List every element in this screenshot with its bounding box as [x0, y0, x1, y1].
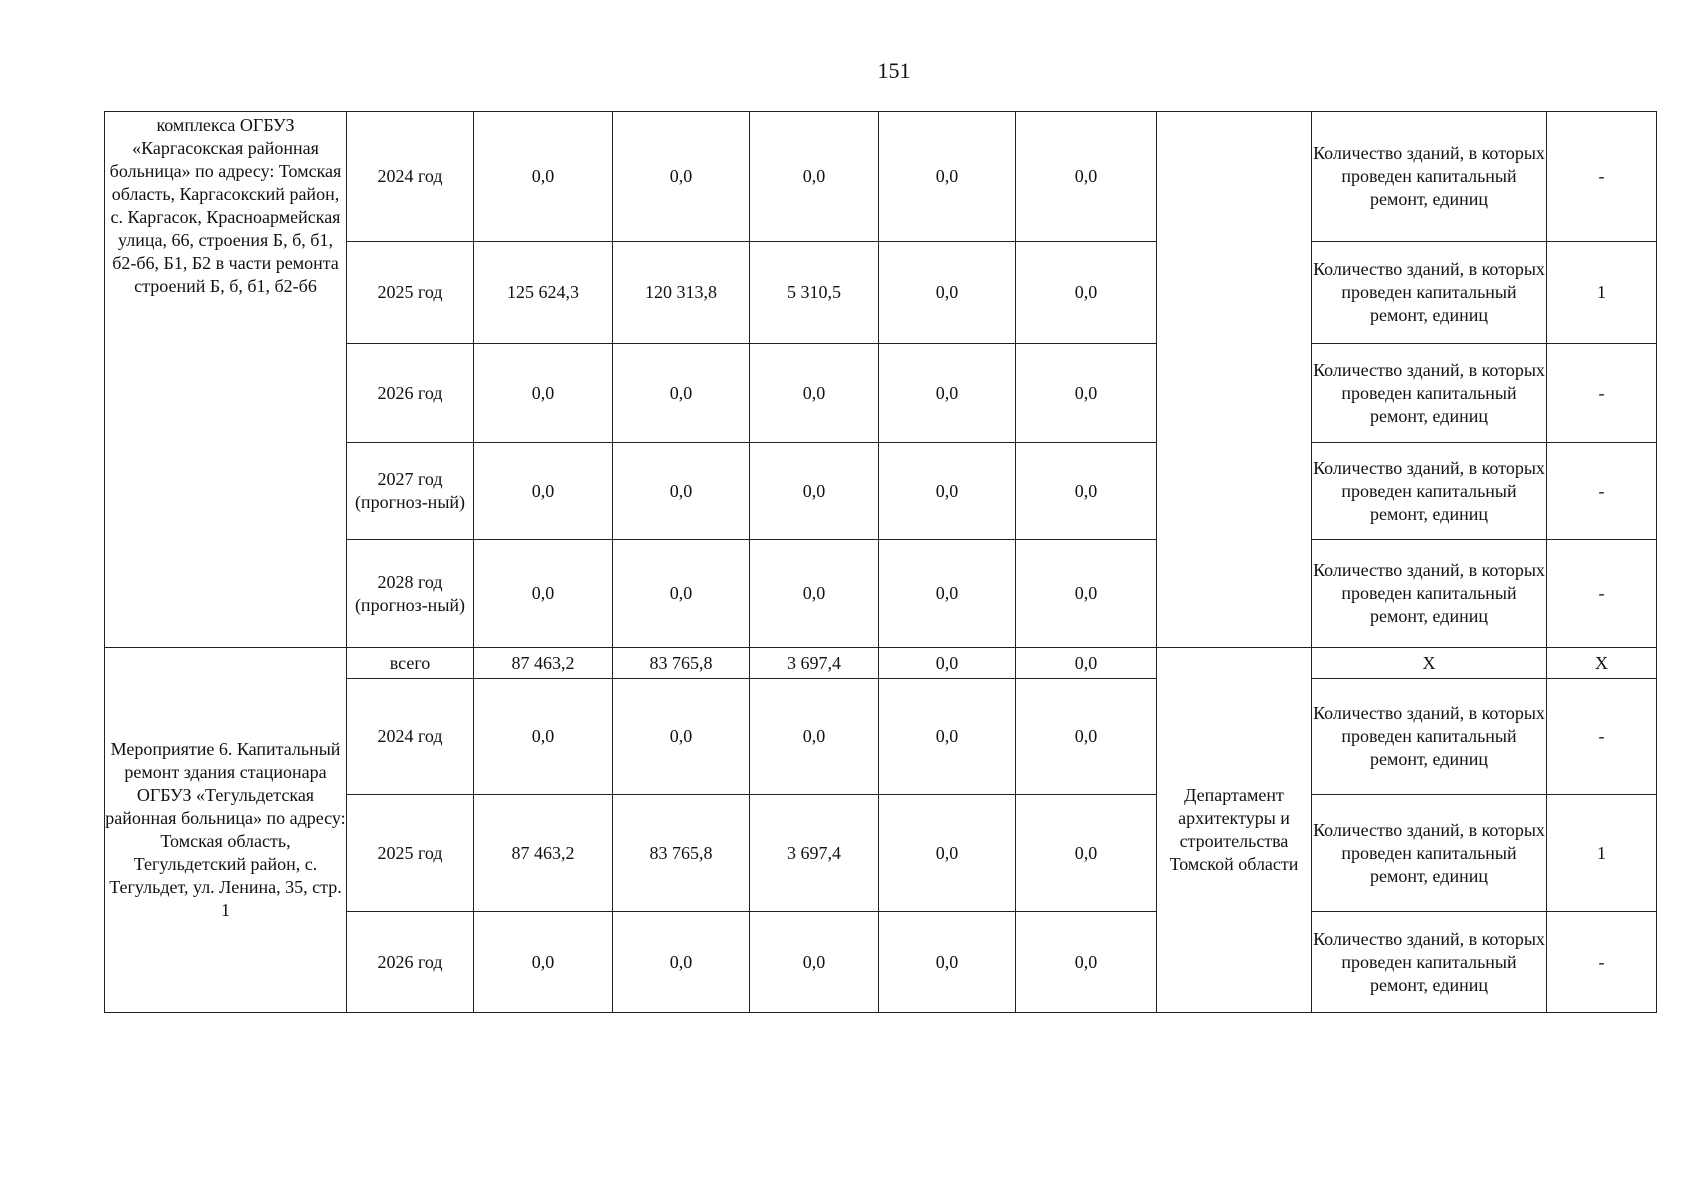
value-cell: 0,0 — [474, 344, 613, 443]
value-cell: 0,0 — [1016, 112, 1157, 242]
table-row — [105, 112, 1657, 242]
indicator-cell: Количество зданий, в которых проведен капитальный ремонт, единиц — [1312, 242, 1547, 344]
year-cell: 2025 год — [347, 795, 474, 912]
indicator-value: 1 — [1547, 795, 1657, 912]
year-cell: 2028 год (прогноз-ный) — [347, 540, 474, 648]
value-cell: 3 697,4 — [750, 648, 879, 679]
year-cell: 2024 год — [347, 679, 474, 795]
year-cell: 2027 год (прогноз-ный) — [347, 443, 474, 540]
indicator-cell: Х — [1312, 648, 1547, 679]
value-cell: 0,0 — [1016, 540, 1157, 648]
value-cell: 0,0 — [1016, 648, 1157, 679]
responsible-dept-empty — [1157, 112, 1312, 648]
value-cell: 0,0 — [613, 679, 750, 795]
indicator-cell: Количество зданий, в которых проведен капитальный ремонт, единиц — [1312, 443, 1547, 540]
object-description: Мероприятие 6. Капитальный ремонт здания стационара ОГБУЗ «Тегульдетская районная больница» по адресу: Томская область, Тегульдетский район, с. Тегульдет, ул. Ленина, 35, стр. 1 — [105, 648, 347, 1013]
value-cell: 0,0 — [1016, 344, 1157, 443]
indicator-value: Х — [1547, 648, 1657, 679]
value-cell: 0,0 — [613, 443, 750, 540]
value-cell: 0,0 — [1016, 679, 1157, 795]
value-cell: 0,0 — [474, 679, 613, 795]
table-row — [105, 648, 1657, 679]
value-cell: 0,0 — [879, 112, 1016, 242]
value-cell: 0,0 — [1016, 795, 1157, 912]
indicator-cell: Количество зданий, в которых проведен капитальный ремонт, единиц — [1312, 912, 1547, 1013]
value-cell: 0,0 — [613, 540, 750, 648]
value-cell: 0,0 — [879, 795, 1016, 912]
value-cell: 0,0 — [750, 679, 879, 795]
value-cell: 0,0 — [613, 912, 750, 1013]
value-cell: 0,0 — [1016, 912, 1157, 1013]
value-cell: 0,0 — [750, 112, 879, 242]
value-cell: 83 765,8 — [613, 648, 750, 679]
object-description: комплекса ОГБУЗ «Каргасокская районная больница» по адресу: Томская область, Каргасокский район, с. Каргасок, Красноармейская улица, 66, строения Б, б, б1, б2-б6, Б1, Б2 в части ремонта строений Б, б, б1, б2-б6 — [105, 112, 347, 648]
value-cell: 0,0 — [1016, 242, 1157, 344]
value-cell: 0,0 — [750, 344, 879, 443]
indicator-value: - — [1547, 344, 1657, 443]
year-cell: всего — [347, 648, 474, 679]
value-cell: 0,0 — [474, 912, 613, 1013]
value-cell: 0,0 — [879, 242, 1016, 344]
responsible-dept: Департамент архитектуры и строительства Томской области — [1157, 648, 1312, 1013]
indicator-cell: Количество зданий, в которых проведен капитальный ремонт, единиц — [1312, 344, 1547, 443]
indicator-value: - — [1547, 443, 1657, 540]
value-cell: 0,0 — [879, 679, 1016, 795]
indicator-cell: Количество зданий, в которых проведен капитальный ремонт, единиц — [1312, 540, 1547, 648]
value-cell: 125 624,3 — [474, 242, 613, 344]
value-cell: 0,0 — [879, 648, 1016, 679]
indicator-cell: Количество зданий, в которых проведен капитальный ремонт, единиц — [1312, 795, 1547, 912]
value-cell: 3 697,4 — [750, 795, 879, 912]
year-cell: 2025 год — [347, 242, 474, 344]
value-cell: 0,0 — [613, 344, 750, 443]
value-cell: 5 310,5 — [750, 242, 879, 344]
year-cell: 2026 год — [347, 344, 474, 443]
indicator-value: 1 — [1547, 242, 1657, 344]
value-cell: 0,0 — [1016, 443, 1157, 540]
value-cell: 0,0 — [879, 540, 1016, 648]
indicator-value: - — [1547, 540, 1657, 648]
value-cell: 0,0 — [879, 912, 1016, 1013]
indicator-cell: Количество зданий, в которых проведен капитальный ремонт, единиц — [1312, 112, 1547, 242]
indicator-value: - — [1547, 112, 1657, 242]
indicator-value: - — [1547, 912, 1657, 1013]
value-cell: 0,0 — [750, 912, 879, 1013]
value-cell: 0,0 — [474, 540, 613, 648]
value-cell: 0,0 — [750, 540, 879, 648]
value-cell: 120 313,8 — [613, 242, 750, 344]
value-cell: 83 765,8 — [613, 795, 750, 912]
indicator-value: - — [1547, 679, 1657, 795]
value-cell: 87 463,2 — [474, 648, 613, 679]
year-cell: 2026 год — [347, 912, 474, 1013]
indicator-cell: Количество зданий, в которых проведен капитальный ремонт, единиц — [1312, 679, 1547, 795]
value-cell: 0,0 — [750, 443, 879, 540]
value-cell: 0,0 — [879, 344, 1016, 443]
value-cell: 0,0 — [879, 443, 1016, 540]
page-number: 151 — [877, 58, 911, 83]
value-cell: 0,0 — [613, 112, 750, 242]
year-cell: 2024 год — [347, 112, 474, 242]
value-cell: 0,0 — [474, 443, 613, 540]
value-cell: 0,0 — [474, 112, 613, 242]
value-cell: 87 463,2 — [474, 795, 613, 912]
data-table — [104, 111, 1657, 1013]
